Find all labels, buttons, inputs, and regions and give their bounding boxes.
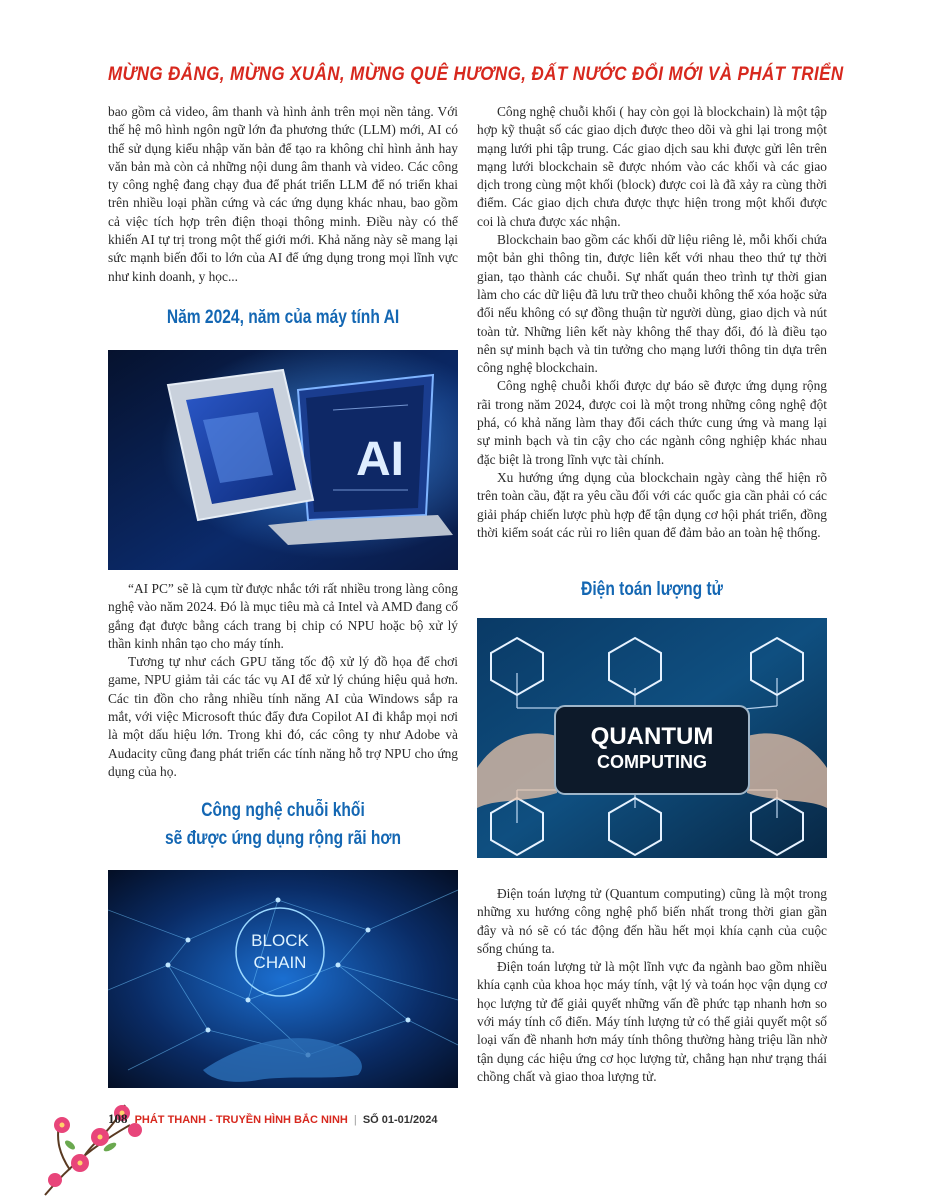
- section-heading-quantum: Điện toán lượng tử: [581, 579, 723, 600]
- section-heading-blockchain: [140, 797, 427, 853]
- intro-text-block: [108, 103, 458, 286]
- quantum-computing-image: [477, 618, 827, 858]
- blockchain-paragraph-1: Công nghệ chuỗi khối ( hay còn gọi là blockchain) là một tập hợp kỹ thuật số các giao dịch được theo dõi và ghi lại trong một mạng lưới phi tập trung. Các giao dịch sau khi được gửi lên trên mạng lưới blockchain sẽ được nhóm vào các khối và các giao dịch trong cùng một khối (block) được coi là đã xảy ra cùng thời điểm. Các giao dịch chưa được thực hiện trong một khối được coi là chưa được xác nhận.: [477, 104, 827, 229]
- publication-name: PHÁT THANH - TRUYỀN HÌNH BẮC NINH: [134, 1114, 348, 1126]
- blockchain-paragraph-4: Xu hướng ứng dụng của blockchain ngày càng thể hiện rõ trên toàn cầu, đặt ra yêu cầu đối với các quốc gia cần phải có các giải pháp chiến lược phù hợp để tận dụng cơ hội phát triển, đồng thời kiểm soát các rủi ro liên quan để đảm bảo an toàn hệ thống.: [477, 469, 827, 540]
- ai-pc-paragraph-1: “AI PC” sẽ là cụm từ được nhắc tới rất nhiều trong làng công nghệ vào năm 2024. Đó là mục tiêu mà cả Intel và AMD đang cố gắng đạt được bằng cách trang bị chip có NPU hoặc bộ xử lý thần kinh nhân tạo cho máy tính.: [108, 581, 458, 651]
- blockchain-heading-line-1: Công nghệ chuỗi khối: [201, 800, 365, 821]
- blockchain-image-label-1: BLOCK: [251, 931, 309, 950]
- quantum-image-label-2: COMPUTING: [597, 752, 707, 772]
- page-banner: MỪNG ĐẢNG, MỪNG XUÂN, MỪNG QUÊ HƯƠNG, ĐẤT NƯỚC ĐỔI MỚI VÀ PHÁT TRIỂN: [108, 62, 844, 85]
- footer-separator: |: [353, 1114, 357, 1126]
- blockchain-image-label-2: CHAIN: [253, 953, 307, 972]
- page-footer: [108, 1111, 437, 1127]
- blockchain-heading-line-2: sẽ được ứng dụng rộng rãi hơn: [164, 828, 402, 849]
- issue-number: SỐ 01-01/2024: [362, 1114, 438, 1126]
- intro-paragraph: bao gồm cả video, âm thanh và hình ảnh trên mọi nền tảng. Với thế hệ mô hình ngôn ngữ lớn đa phương thức (LLM) mới, AI có thể sử dụng kiểu nhập văn bản để tạo ra không chỉ hình ảnh hay văn bản mà còn cả những nội dung âm thanh và video. Các công ty công nghệ đang chạy đua để phát triển LLM để nó triển khai trên nhiều loại phần cứng và các ứng dụng khác nhau, bao gồm cả việc tích hợp trên điện thoại thông minh. Điều này có thể khiến AI tự trị trong một thế giới mới. Khả năng này sẽ mang lại sức mạnh biến đổi to lớn của AI để ứng dụng trong mọi lĩnh vực như kinh doanh, y học...: [108, 104, 458, 284]
- blockchain-paragraph-3: Công nghệ chuỗi khối được dự báo sẽ được ứng dụng rộng rãi trong năm 2024, được coi là một trong những công nghệ đột phá, có khả năng làm thay đổi cách thức cung ứng và mang lại sự minh bạch và tin cậy cho các ngành công nghiệp khác nhau đặc biệt là trong lĩnh vực tài chính.: [477, 378, 827, 467]
- ai-chip-label: AI: [356, 433, 404, 486]
- ai-pc-paragraph-2: Tương tự như cách GPU tăng tốc độ xử lý đồ họa để chơi game, NPU giảm tải các tác vụ AI để xử lý chúng hiệu quả hơn. Các tin đồn cho rằng nhiều tính năng AI của Windows sắp ra mắt, với việc Microsoft thúc đẩy đưa Copilot AI đi khắp mọi nơi là một dấu hiệu lớn. Trong khi đó, các công ty như Adobe và Audacity cũng đang phát triển các tính năng hỗ trợ NPU cho ứng dụng của họ.: [108, 654, 458, 779]
- quantum-paragraph-1: Điện toán lượng tử (Quantum computing) cũng là một trong những xu hướng công nghệ phổ biến nhất trong thời gian gần đây và nó sẽ có tác động đến hầu hết mọi khía cạnh của cuộc sống chúng ta.: [477, 886, 827, 956]
- section-heading-ai-pc: Năm 2024, năm của máy tính AI: [166, 307, 400, 328]
- quantum-text-block: [477, 885, 827, 1086]
- quantum-paragraph-2: Điện toán lượng tử là một lĩnh vực đa ngành bao gồm nhiều khía cạnh của khoa học máy tính, vật lý và toán học vận dụng cơ học lượng tử để giải quyết những vấn đề phức tạp nhanh hơn so với máy tính cổ điển. Máy tính lượng tử có thể giải quyết một số loại vấn đề nhanh hơn máy tính thông thường hàng triệu lần nhờ tận dụng các hiệu ứng cơ học lượng tử, chẳng hạn như trạng thái chồng chất và giao thoa lượng tử.: [477, 959, 827, 1084]
- blockchain-text-block: [477, 103, 827, 542]
- quantum-image-label-1: QUANTUM: [590, 723, 714, 750]
- blockchain-paragraph-2: Blockchain bao gồm các khối dữ liệu riêng lẻ, mỗi khối chứa một bản ghi thông tin, được liên kết với nhau theo thứ tự thời gian, tạo thành các chuỗi. Sự nhất quán theo trình tự thời gian làm cho các dữ liệu đã lưu trữ theo chuỗi không thể xóa hoặc sửa đổi nếu không có sự đồng thuận từ người dùng, giao dịch và nút toàn tử. Những liên kết này không thể thay đổi, đó là điều tạo nên sự minh bạch và tin tưởng cho mạng lưới thông tin dựa trên công nghệ blockchain.: [477, 232, 827, 376]
- peach-blossom-decoration: [40, 1085, 180, 1204]
- page-number: 108: [108, 1111, 128, 1126]
- ai-pc-text-block: [108, 580, 458, 781]
- blockchain-image: [108, 870, 458, 1088]
- ai-laptop-image: [108, 350, 458, 570]
